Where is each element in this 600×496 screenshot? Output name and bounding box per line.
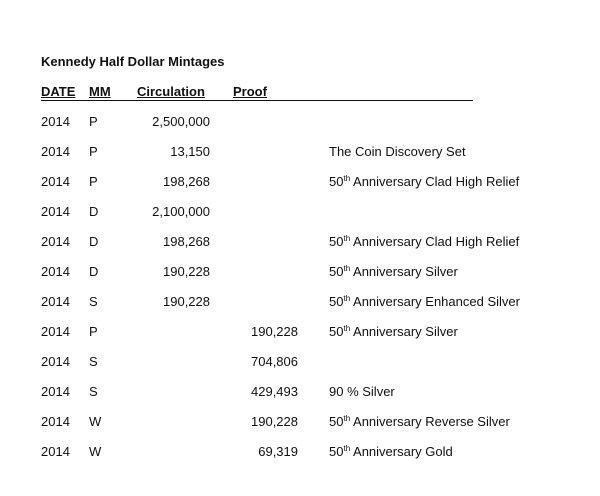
cell-date: 2014 — [41, 354, 70, 369]
cell-date: 2014 — [41, 234, 70, 249]
note-text: 50 — [329, 264, 344, 279]
note-text-rest: Anniversary Silver — [350, 324, 458, 339]
cell-note — [329, 264, 458, 280]
table-row — [0, 114, 600, 144]
note-text: 50 — [329, 414, 344, 429]
note-text-rest: Anniversary Gold — [350, 444, 453, 459]
note-text-rest: Anniversary Silver — [350, 264, 458, 279]
cell-mint-mark: P — [89, 144, 98, 159]
note-text: 50 — [329, 444, 344, 459]
cell-circulation: 2,100,000 — [152, 204, 210, 219]
cell-mint-mark: W — [89, 444, 102, 459]
cell-date: 2014 — [41, 324, 70, 339]
cell-date: 2014 — [41, 174, 70, 189]
cell-note — [329, 414, 510, 430]
cell-note — [329, 234, 519, 250]
cell-proof: 69,319 — [258, 444, 298, 459]
cell-proof: 704,806 — [251, 354, 298, 369]
header-mm: MM — [89, 84, 111, 99]
cell-note — [329, 444, 453, 460]
table-row — [0, 354, 600, 384]
cell-mint-mark: W — [89, 414, 102, 429]
cell-mint-mark: P — [89, 174, 98, 189]
note-text: 50 — [329, 234, 344, 249]
table-row — [0, 414, 600, 444]
cell-proof: 190,228 — [251, 324, 298, 339]
note-text-rest: Anniversary Clad High Relief — [350, 234, 520, 249]
table-row — [0, 264, 600, 294]
cell-mint-mark: S — [89, 384, 98, 399]
note-text-rest: Anniversary Enhanced Silver — [350, 294, 520, 309]
mintage-table-body — [0, 114, 600, 474]
cell-date: 2014 — [41, 294, 70, 309]
table-row — [0, 234, 600, 264]
cell-date: 2014 — [41, 384, 70, 399]
note-ordinal-suffix: th — [343, 294, 351, 303]
document-title: Kennedy Half Dollar Mintages — [41, 54, 225, 69]
cell-circulation: 2,500,000 — [152, 114, 210, 129]
cell-date: 2014 — [41, 414, 70, 429]
cell-date: 2014 — [41, 204, 70, 219]
table-row — [0, 204, 600, 234]
header-proof: Proof — [233, 84, 267, 99]
cell-note — [329, 144, 466, 160]
table-row — [0, 174, 600, 204]
note-ordinal-suffix: th — [343, 324, 351, 333]
note-ordinal-suffix: th — [343, 264, 351, 273]
cell-circulation: 198,268 — [163, 234, 210, 249]
table-row — [0, 294, 600, 324]
note-text: 90 % Silver — [329, 384, 395, 399]
cell-date: 2014 — [41, 144, 70, 159]
cell-proof: 429,493 — [251, 384, 298, 399]
cell-mint-mark: P — [89, 324, 98, 339]
note-text: 50 — [329, 324, 344, 339]
cell-mint-mark: D — [89, 234, 99, 249]
cell-circulation: 190,228 — [163, 294, 210, 309]
cell-mint-mark: S — [89, 294, 98, 309]
cell-date: 2014 — [41, 264, 70, 279]
cell-mint-mark: D — [89, 204, 99, 219]
cell-mint-mark: S — [89, 354, 98, 369]
table-row — [0, 324, 600, 354]
cell-note — [329, 384, 395, 400]
note-ordinal-suffix: th — [343, 234, 351, 243]
note-text: 50 — [329, 174, 344, 189]
cell-date: 2014 — [41, 114, 70, 129]
note-ordinal-suffix: th — [343, 174, 351, 183]
table-header — [41, 84, 473, 101]
cell-circulation: 13,150 — [170, 144, 210, 159]
table-row — [0, 444, 600, 474]
table-row — [0, 144, 600, 174]
cell-mint-mark: D — [89, 264, 99, 279]
table-row — [0, 384, 600, 414]
header-circulation: Circulation — [137, 84, 205, 99]
note-ordinal-suffix: th — [343, 414, 351, 423]
cell-note — [329, 324, 458, 340]
cell-note — [329, 174, 519, 190]
note-text-rest: Anniversary Clad High Relief — [350, 174, 520, 189]
cell-mint-mark: P — [89, 114, 98, 129]
header-date: DATE — [41, 84, 76, 99]
note-text: The Coin Discovery Set — [329, 144, 466, 159]
cell-proof: 190,228 — [251, 414, 298, 429]
cell-note — [329, 294, 520, 310]
cell-circulation: 190,228 — [163, 264, 210, 279]
cell-date: 2014 — [41, 444, 70, 459]
note-ordinal-suffix: th — [343, 444, 351, 453]
cell-circulation: 198,268 — [163, 174, 210, 189]
note-text: 50 — [329, 294, 344, 309]
note-text-rest: Anniversary Reverse Silver — [350, 414, 510, 429]
